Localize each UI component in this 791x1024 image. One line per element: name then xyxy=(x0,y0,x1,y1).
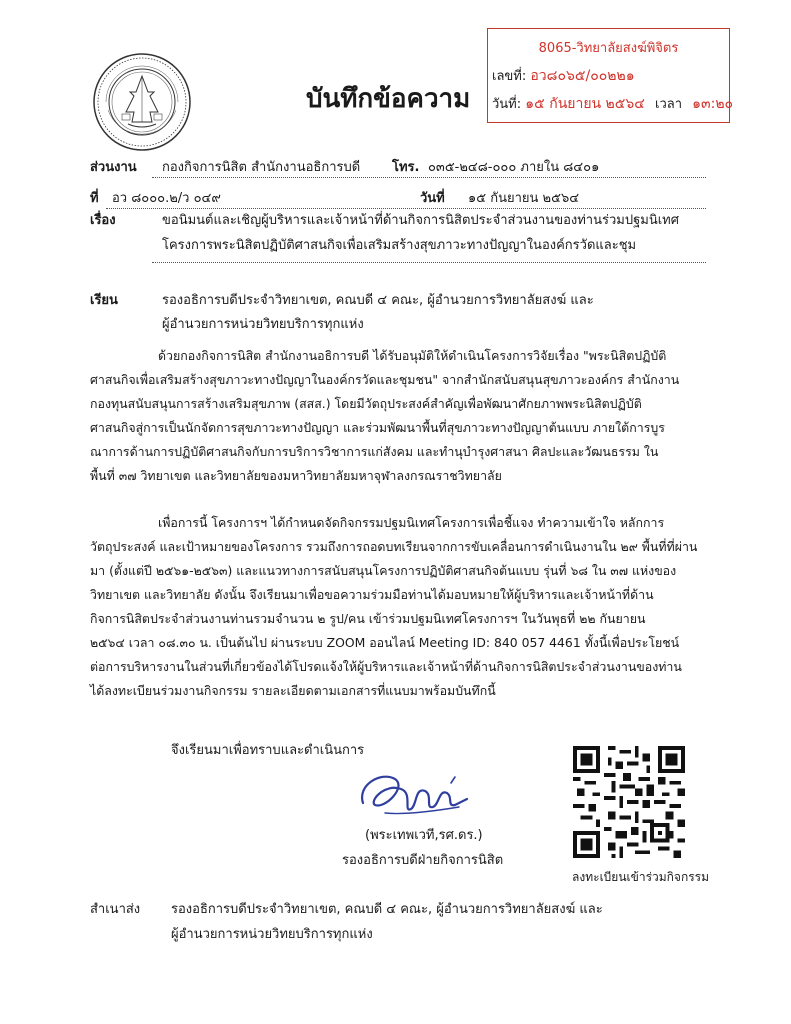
ref-label: ที่ xyxy=(90,191,99,206)
to-label: เรียน xyxy=(90,293,118,308)
cc-line-1: รองอธิการบดีประจำวิทยาเขต, คณบดี ๔ คณะ, ผู้อำนวยการวิทยาลัยสงฆ์ และ xyxy=(171,902,603,917)
qr-caption: ลงทะเบียนเข้าร่วมกิจกรรม xyxy=(572,870,710,884)
signer-name: (พระเทพเวที,รศ.ดร.) xyxy=(365,828,483,843)
division-rule xyxy=(152,177,706,178)
paragraph-line: วัตถุประสงค์ และเป้าหมายของโครงการ รวมถึงการถอดบทเรียนจากการขับเคลื่อนการดำเนินงานใน ๒๙ พื้นที่ที่ผ่าน xyxy=(90,539,698,554)
to-line-2: ผู้อำนวยการหน่วยวิทยบริการทุกแห่ง xyxy=(162,317,364,332)
subject-rule xyxy=(152,262,706,263)
phone-value: ๐๓๕-๒๔๘-๐๐๐ ภายใน ๘๔๐๑ xyxy=(428,160,600,175)
division-label: ส่วนงาน xyxy=(90,160,137,175)
stamp-number-row xyxy=(492,65,635,87)
division-value: กองกิจการนิสิต สำนักงานอธิการบดี xyxy=(162,160,361,175)
paragraph-line: พื้นที่ ๓๗ วิทยาเขต และวิทยาลัยของมหาวิทยาลัยมหาจุฬาลงกรณราชวิทยาลัย xyxy=(90,468,502,483)
subject-label: เรื่อง xyxy=(90,213,116,228)
cc-line-2: ผู้อำนวยการหน่วยวิทยบริการทุกแห่ง xyxy=(171,927,373,942)
paragraph-line: ณาการด้านการปฏิบัติศาสนกิจกับการบริการวิชาการแก่สังคม และทำนุบำรุงศาสนา ศิลปะและวัฒนธรรม ใน xyxy=(90,444,659,459)
cc-label: สำเนาส่ง xyxy=(90,902,141,917)
ref-rule xyxy=(106,208,706,209)
paragraph-line: ๒๕๖๔ เวลา ๐๘.๓๐ น. เป็นต้นไป ผ่านระบบ ZOOM ออนไลน์ Meeting ID: 840 057 4461 ทั้งนี้เพื่อประโยชน์ xyxy=(90,635,680,650)
paragraph-line: ด้วยกองกิจการนิสิต สำนักงานอธิการบดี ได้รับอนุมัติให้ดำเนินโครงการวิจัยเรื่อง "พระนิสิตปฏิบัติ xyxy=(158,348,667,363)
subject-line-2: โครงการพระนิสิตปฏิบัติศาสนกิจเพื่อเสริมสร้างสุขภาวะทางปัญญาในองค์กรวัดและชุม xyxy=(162,238,637,253)
paragraph-line: ศาสนกิจสู่การเป็นนักจัดการสุขภาวะทางปัญญา และร่วมพัฒนาพื้นที่สุขภาวะทางปัญญาต้นแบบ ภายใต้การบูร xyxy=(90,420,665,435)
phone-label: โทร. xyxy=(392,160,420,175)
signer-position: รองอธิการบดีฝ่ายกิจการนิสิต xyxy=(342,853,504,868)
stamp-time-label: เวลา xyxy=(655,97,683,112)
stamp-number-value: อว๘๐๖๕/๐๐๒๒๑ xyxy=(530,68,635,84)
paragraph-line: วิทยาเขต และวิทยาลัย ดังนั้น จึงเรียนมาเพื่อขอความร่วมมือท่านได้มอบหมายให้ผู้บริหารและเจ้าหน้าที่ด้าน xyxy=(90,587,654,602)
closing-line: จึงเรียนมาเพื่อทราบและดำเนินการ xyxy=(171,743,365,758)
receipt-stamp xyxy=(487,28,734,123)
paragraph-line: ศาสนกิจเพื่อเสริมสร้างสุขภาวะทางปัญญาในองค์กรวัดและชุมชน" จากสำนักสนับสนุนสุขภาวะองค์กร สำนักงาน xyxy=(90,372,680,387)
paragraph-line: มา (ตั้งแต่ปี ๒๕๖๑-๒๕๖๓) และแนวทางการสนับสนุนโครงการปฏิบัติศาสนกิจต้นแบบ รุ่นที่ ๖๘ ใน ๓๗ แห่งของ xyxy=(90,563,677,578)
qr-code-icon[interactable] xyxy=(573,746,685,858)
stamp-number-label: เลขที่: xyxy=(492,69,527,84)
date-label: วันที่ xyxy=(420,191,445,206)
memo-title: บันทึกข้อความ xyxy=(306,84,471,114)
paragraph-line: เพื่อการนี้ โครงการฯ ได้กำหนดจัดกิจกรรมปฐมนิเทศโครงการเพื่อชี้แจง ทำความเข้าใจ หลักการ xyxy=(158,515,665,530)
to-line-1: รองอธิการบดีประจำวิทยาเขต, คณบดี ๔ คณะ, ผู้อำนวยการวิทยาลัยสงฆ์ และ xyxy=(162,293,594,308)
paragraph-line: ได้ลงทะเบียนร่วมงานกิจกรรม รายละเอียดตามเอกสารที่แนบมาพร้อมบันทึกนี้ xyxy=(90,683,496,698)
paragraph-line: กองทุนสนับสนุนการสร้างเสริมสุขภาพ (สสส.) โดยมีวัตถุประสงค์สำคัญเพื่อพัฒนาศักยภาพพระนิสิตปฏิบัติ xyxy=(90,396,642,411)
stamp-time-value: ๑๓:๒๐ xyxy=(692,96,734,112)
paragraph-line: กิจการนิสิตประจำส่วนงานท่านรวมจำนวน ๒ รูป/คน เข้าร่วมปฐมนิเทศโครงการฯ ในวันพุธที่ ๒๒ กันยายน xyxy=(90,611,646,626)
ref-value: อว ๘๐๐๐.๒/ว ๐๔๙ xyxy=(112,191,221,206)
stamp-date-label: วันที่: xyxy=(492,97,522,112)
subject-line-1: ขอนิมนต์และเชิญผู้บริหารและเจ้าหน้าที่ด้านกิจการนิสิตประจำส่วนงานของท่านร่วมปฐมนิเทศ xyxy=(162,213,679,228)
date-value: ๑๕ กันยายน ๒๕๖๔ xyxy=(468,191,580,206)
signature-icon xyxy=(355,765,475,825)
university-seal-icon xyxy=(92,52,192,152)
stamp-org: 8065-วิทยาลัยสงฆ์พิจิตร xyxy=(538,41,679,56)
stamp-date-value: ๑๕ กันยายน ๒๕๖๔ xyxy=(525,96,645,112)
paragraph-line: ต่อการบริหารงานในส่วนที่เกี่ยวข้องได้โปรดแจ้งให้ผู้บริหารและเจ้าหน้าที่ด้านกิจการนิสิตประจำส่วนงานของท่าน xyxy=(90,659,682,674)
stamp-date-row xyxy=(492,93,733,115)
